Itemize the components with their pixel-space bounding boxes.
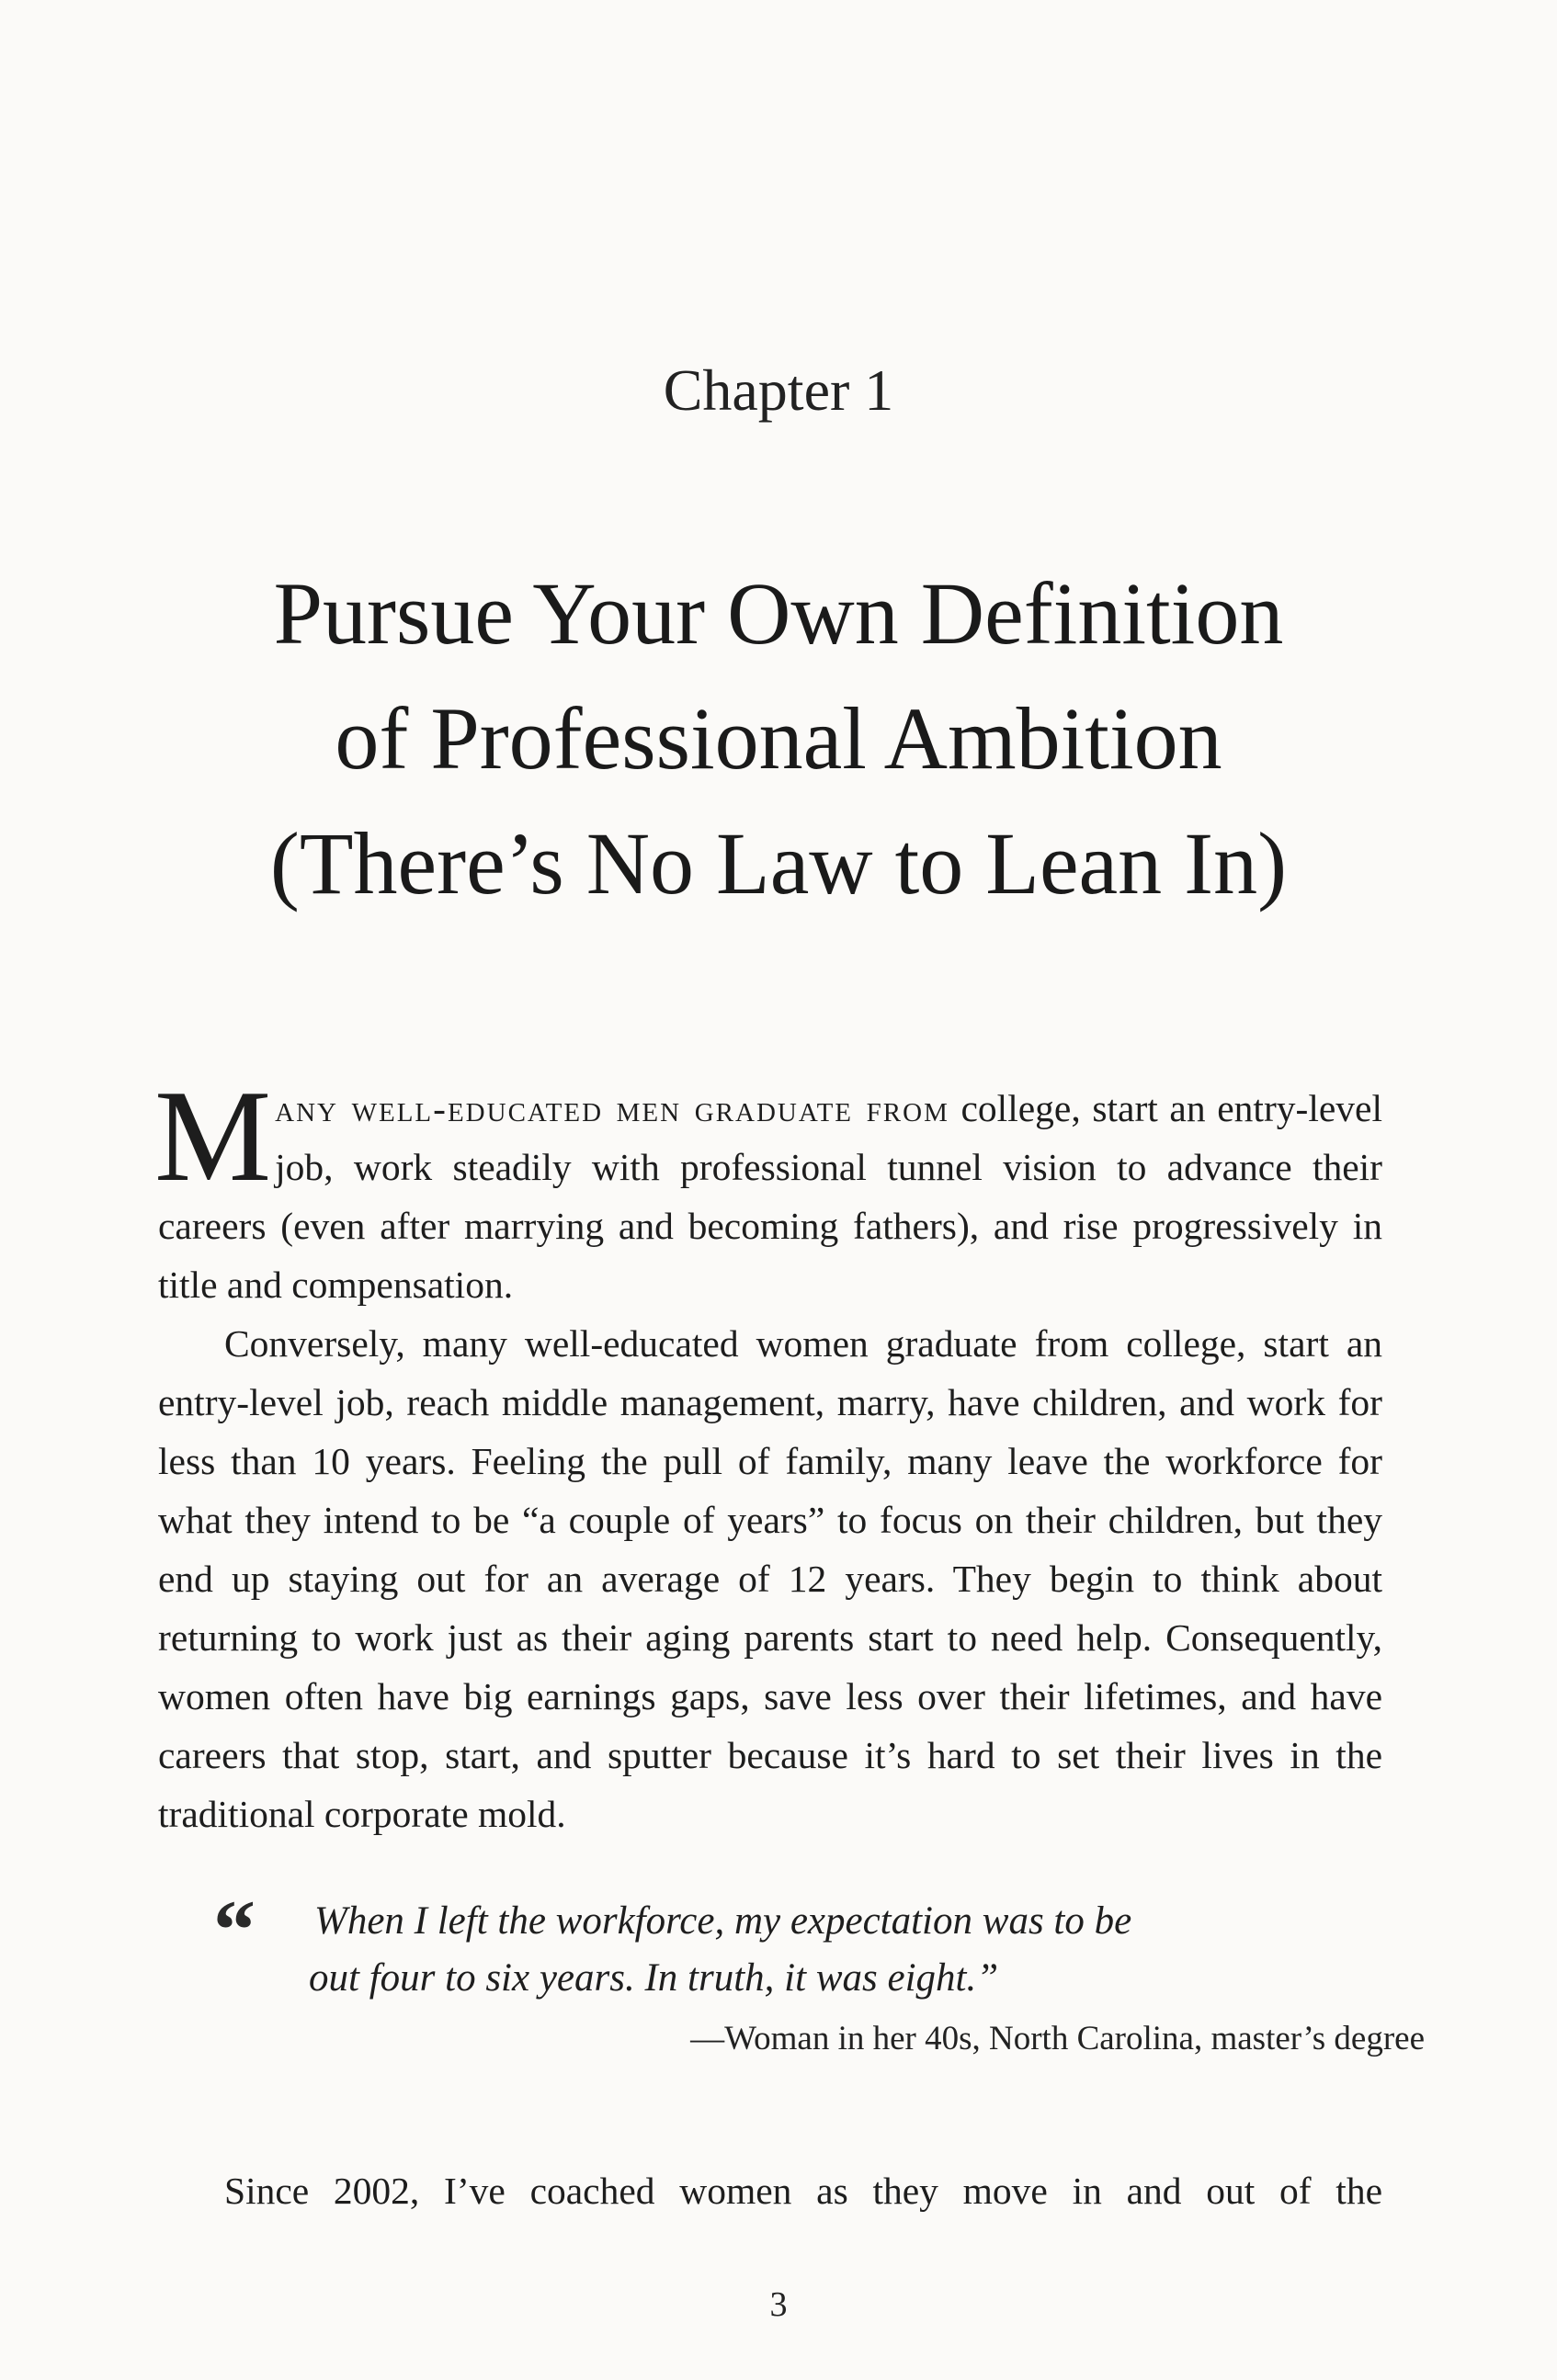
quote-line-1: When I left the workforce, my expectation was to be [314,1899,1132,1943]
paragraph-1-text: college, start an entry-level job, work steadily with professional tunnel vision to advance their careers (even after marrying and becoming fathers), and rise progressively in title and compensation. [158,1087,1382,1306]
quote-attribution: —Woman in her 40s, North Carolina, master’s degree [690,2020,1425,2057]
quote-mark-icon: “ [213,1883,256,1977]
quote-text [309,1893,1316,2007]
quote-line-2: out four to six years. In truth, it was eight.” [309,1956,999,2000]
chapter-title-line-2: of Professional Ambition [335,689,1222,788]
pull-quote [213,1883,1425,2066]
paragraph-3: Since 2002, I’ve coached women as they move in and out of the [224,2170,1382,2212]
chapter-title-line-3: (There’s No Law to Lean In) [269,814,1288,912]
chapter-title [0,551,1557,926]
paragraph-2: Conversely, many well-educated women graduate from college, start an entry-level job, reach middle management, marry, have children, and work for less than 10 years. Feeling the pull of family, many leave the workforce for what they intend to be “a couple of years” to focus on their children, but they end up staying out for an average of 12 years. They begin to think about returning to work just as their aging parents start to need help. Consequently, women often have big earnings gaps, save less over their lifetimes, and have careers that stop, start, and sputter because it’s hard to set their lives in the traditional corporate mold. [158,1322,1382,1835]
chapter-title-line-1: Pursue Your Own Definition [273,564,1284,663]
body-text [154,1063,1382,1843]
page-number: 3 [769,2285,788,2324]
chapter-label: Chapter 1 [663,357,894,423]
drop-cap: M [154,1063,272,1208]
lead-in-small-caps: any well-educated men graduate from [275,1087,949,1129]
paragraph-1 [154,1063,1382,1314]
